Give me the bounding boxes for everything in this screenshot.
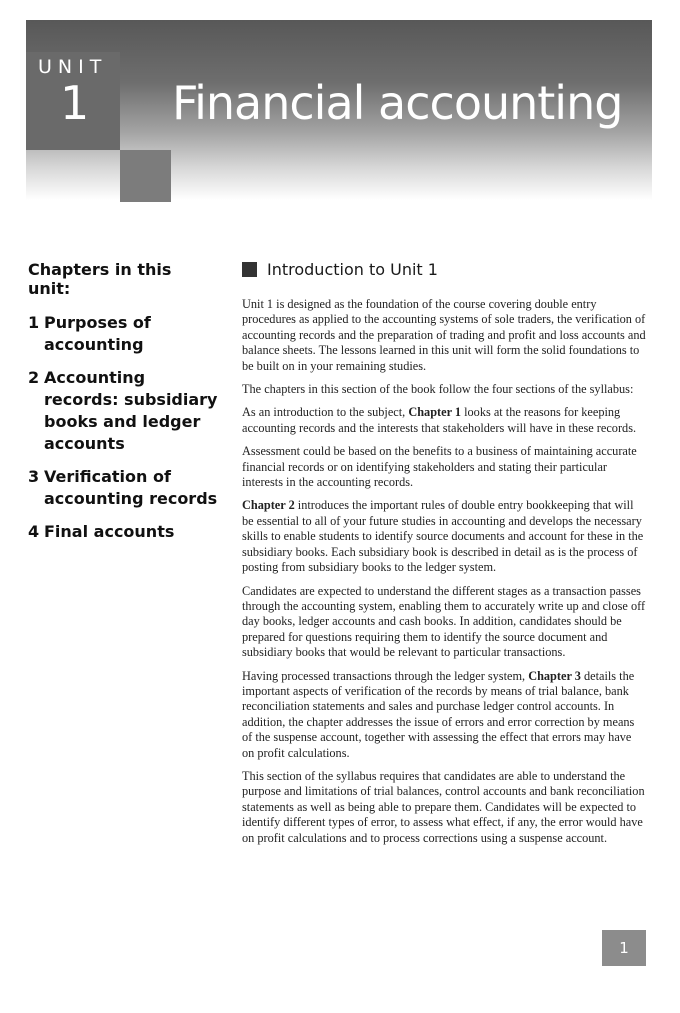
paragraph-text: introduces the important rules of double entry bookkeeping that will be essential to all of your future studies in accounting and develops the necessary skills to enable students to identify source documents and account for these in the subsidiary books. Each subsidiary book is described in detail as is the process of posting from subsidiary books to the ledger system. — [242, 498, 644, 575]
chapter-title: Purposes of accounting — [44, 313, 151, 354]
intro-paragraph-5 — [242, 498, 646, 575]
intro-heading — [242, 260, 646, 279]
intro-heading-text: Introduction to Unit 1 — [267, 260, 438, 279]
chapter-title: Accounting records: subsidiary books and ledger accounts — [44, 368, 218, 453]
chapter-reference: Chapter 2 — [242, 498, 295, 513]
unit-number: 1 — [60, 76, 90, 130]
intro-paragraph-3 — [242, 405, 646, 436]
square-bullet-icon — [242, 262, 257, 277]
chapter-item-1 — [28, 312, 218, 356]
chapter-title: Verification of accounting records — [44, 467, 218, 508]
chapter-item-4 — [28, 521, 218, 543]
chapters-heading: Chapters in this unit: — [28, 260, 172, 298]
chapter-number: 1 — [28, 313, 40, 332]
intro-paragraph-6: Candidates are expected to understand the different stages as a transaction passes through the accounting system, enabling them to accurately write up and close off day books, ledger accounts and cash books. In addition, candidates should be prepared for questions requiring them to identify the source document and subsidiary books that would be relevant to particular transactions. — [242, 583, 646, 660]
page-number: 1 — [602, 930, 646, 966]
chapter-number: 2 — [28, 368, 40, 387]
intro-paragraph-8: This section of the syllabus requires that candidates are able to understand the purpose and limitations of trial balances, control accounts and bank reconciliation statements as well as being able to prepare them. Candidates will be expected to identify different types of error, to assess what effect, if any, the error would have on profit calculations and to process corrections using a suspense account. — [242, 768, 645, 845]
chapter-title: Final accounts — [44, 522, 175, 541]
intro-paragraph-4: Assessment could be based on the benefits to a business of maintaining accurate financial records or on identifying stakeholders and stating their particular interests in the accounting records. — [242, 444, 637, 490]
paragraph-text: looks at the reasons for keeping accounting records and the interests that stakeholders will have in these records. — [242, 405, 637, 435]
page-title: Financial accounting — [172, 76, 623, 130]
intro-section — [242, 260, 646, 854]
chapter-item-3 — [28, 466, 218, 510]
unit-block-small — [120, 150, 171, 202]
chapter-reference: Chapter 1 — [408, 405, 462, 420]
paragraph-text: Having processed transactions through the ledger system, — [242, 668, 529, 683]
intro-paragraph-2: The chapters in this section of the book follow the four sections of the syllabus: — [242, 382, 634, 397]
chapter-reference: Chapter 3 — [528, 668, 581, 683]
intro-paragraph-7 — [242, 669, 646, 761]
unit-label: UNIT — [38, 56, 108, 78]
chapter-item-2 — [28, 367, 218, 455]
paragraph-text: As an introduction to the subject, — [242, 405, 409, 420]
chapter-number: 3 — [28, 467, 40, 486]
paragraph-text: details the important aspects of verification of the records by means of trial balance, bank reconciliation statements and sales and purchase ledger control accounts. In addition, the chapter addresses the issue of errors and error correction by means of the suspense account, together with assessing the effect that errors may have on profit calculations. — [242, 668, 635, 760]
chapter-number: 4 — [28, 522, 40, 541]
intro-paragraph-1: Unit 1 is designed as the foundation of the course covering double entry procedures as applied to the accounting systems of sole traders, the verification of accounting records and the preparation of trading and profit and loss accounts and balance sheets. The lessons learned in this unit will form the solid foundations to be built on in your remaining studies. — [242, 297, 646, 373]
chapters-list — [28, 260, 218, 554]
